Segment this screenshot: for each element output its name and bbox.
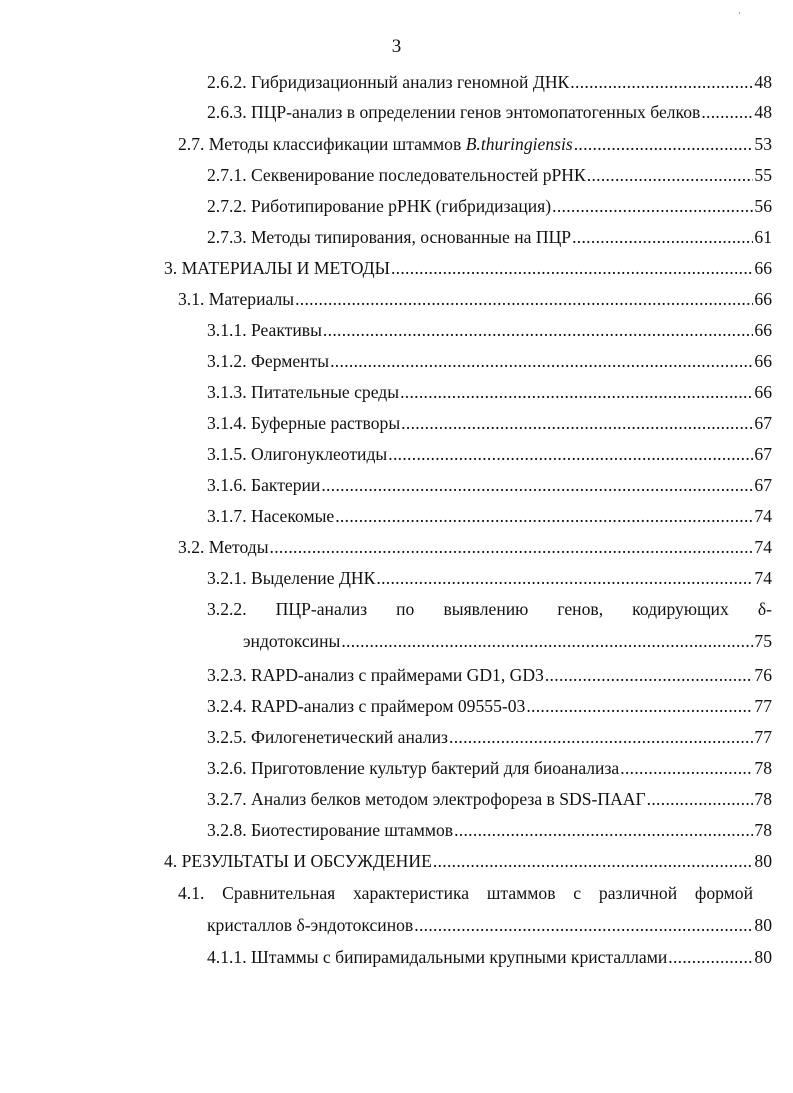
toc-entry-title: 3.2.2. ПЦР-анализ по выявлению генов, кодирующих δ- bbox=[207, 599, 772, 619]
toc-entry-2-7-3 bbox=[207, 221, 772, 253]
leader-dots bbox=[668, 941, 753, 973]
toc-entry-2-7-1 bbox=[207, 159, 772, 191]
corner-mark: · bbox=[738, 8, 741, 18]
toc-entry-page: 76 bbox=[754, 665, 772, 685]
toc-entry-3-2-5 bbox=[207, 721, 772, 753]
toc-entry-page: 78 bbox=[754, 789, 772, 809]
toc-entry-3-2-1 bbox=[207, 562, 772, 594]
leader-dots bbox=[330, 345, 753, 377]
toc-entry-title-continued: эндотоксины bbox=[243, 631, 341, 651]
toc-entry-title: 3.2.8. Биотестирование штаммов bbox=[207, 820, 454, 840]
toc-entry-title: 4. РЕЗУЛЬТАТЫ И ОБСУЖДЕНИЕ bbox=[164, 851, 432, 871]
toc-entry-page: 80 bbox=[754, 947, 772, 967]
leader-dots bbox=[647, 783, 754, 815]
toc-entry-4 bbox=[164, 845, 772, 877]
toc-entry-page: 78 bbox=[754, 820, 772, 840]
leader-dots bbox=[570, 66, 753, 98]
leader-dots bbox=[376, 562, 753, 594]
toc-entry-title: 3.2.4. RAPD-анализ с праймером 09555-03 bbox=[207, 696, 526, 716]
toc-entry-2-6-2 bbox=[207, 66, 772, 98]
leader-dots bbox=[414, 909, 753, 941]
toc-entry-title: 2.7.1. Секвенирование последовательностей рРНК bbox=[207, 165, 586, 185]
toc-entry-title bbox=[178, 128, 573, 160]
toc-entry-title: 3.2.5. Филогенетический анализ bbox=[207, 727, 449, 747]
toc-entry-2-6-3 bbox=[207, 96, 772, 128]
toc-entry-page: 66 bbox=[754, 258, 772, 278]
leader-dots bbox=[545, 659, 754, 691]
toc-entry-3-1 bbox=[178, 283, 772, 315]
toc-entry-3-2-7 bbox=[207, 783, 772, 815]
toc-entry-page: 74 bbox=[754, 537, 772, 557]
leader-dots bbox=[587, 159, 754, 191]
leader-dots bbox=[574, 128, 754, 160]
toc-entry-page: 78 bbox=[754, 758, 772, 778]
toc-entry-title: 3.1.6. Бактерии bbox=[207, 475, 321, 495]
toc-entry-3-1-2 bbox=[207, 345, 772, 377]
toc-entry-title: 4.1. Сравнительная характеристика штаммов с различной формой bbox=[178, 883, 753, 903]
toc-entry-page: 67 bbox=[754, 413, 772, 433]
leader-dots bbox=[335, 500, 753, 532]
leader-dots bbox=[323, 314, 753, 346]
toc-entry-title-text: 2.7. Методы классификации штаммов bbox=[178, 134, 466, 154]
toc-entry-page: 48 bbox=[754, 102, 772, 122]
toc-entry-title: 3.2.7. Анализ белков методом электрофореза в SDS-ПААГ bbox=[207, 789, 646, 809]
toc-entry-page: 80 bbox=[754, 851, 772, 871]
toc-entry-page: 53 bbox=[754, 134, 772, 154]
toc-entry-3-1-3 bbox=[207, 376, 772, 408]
toc-entry-3-1-5 bbox=[207, 438, 772, 470]
toc-entry-page: 75 bbox=[754, 631, 772, 651]
toc-entry-title: 3.2. Методы bbox=[178, 537, 269, 557]
toc-entry-title: 3.2.3. RAPD-анализ с праймерами GD1, GD3 bbox=[207, 665, 544, 685]
toc-entry-title: 3.1.5. Олигонуклеотиды bbox=[207, 444, 388, 464]
toc-entry-4-1-1 bbox=[207, 941, 772, 973]
toc-entry-title: 3.2.1. Выделение ДНК bbox=[207, 568, 376, 588]
toc-entry-title: 3.1.7. Насекомые bbox=[207, 506, 335, 526]
toc-entry-title: 2.7.2. Риботипирование рРНК (гибридизация) bbox=[207, 196, 552, 216]
toc-entry-page: 66 bbox=[754, 289, 772, 309]
toc-entry-page: 48 bbox=[754, 72, 772, 92]
toc-entry-4-1 bbox=[178, 877, 772, 941]
toc-entry-3 bbox=[164, 252, 772, 284]
leader-dots bbox=[388, 438, 753, 470]
toc-entry-page: 80 bbox=[754, 915, 772, 935]
toc-entry-page: 55 bbox=[754, 165, 772, 185]
leader-dots bbox=[572, 221, 753, 253]
toc-entry-page: 67 bbox=[754, 475, 772, 495]
toc-entry-title: 2.6.2. Гибридизационный анализ геномной ДНК bbox=[207, 72, 570, 92]
leader-dots bbox=[449, 721, 753, 753]
toc-entry-title: 3.1.3. Питательные среды bbox=[207, 382, 400, 402]
toc-entry-page: 77 bbox=[754, 696, 772, 716]
toc-entry-page: 56 bbox=[754, 196, 772, 216]
leader-dots bbox=[454, 814, 753, 846]
toc-entry-title: 3.1. Материалы bbox=[178, 289, 295, 309]
toc-entry-3-2-4 bbox=[207, 690, 772, 722]
leader-dots bbox=[270, 531, 754, 563]
leader-dots bbox=[401, 407, 753, 439]
leader-dots bbox=[701, 96, 753, 128]
toc-entry-title: 3.1.2. Ферменты bbox=[207, 351, 330, 371]
toc-entry-title: 3. МАТЕРИАЛЫ И МЕТОДЫ bbox=[164, 258, 390, 278]
toc-entry-title: 2.6.3. ПЦР-анализ в определении генов энтомопатогенных белков bbox=[207, 102, 701, 122]
leader-dots bbox=[620, 752, 753, 784]
toc-entry-page: 66 bbox=[754, 382, 772, 402]
page-number: 3 bbox=[391, 36, 402, 57]
toc-entry-page: 74 bbox=[754, 568, 772, 588]
toc-entry-page: 66 bbox=[754, 351, 772, 371]
toc-entry-page: 67 bbox=[754, 444, 772, 464]
species-name: B.thuringiensis bbox=[465, 134, 573, 154]
toc-entry-title: 3.2.6. Приготовление культур бактерий для биоанализа bbox=[207, 758, 620, 778]
leader-dots bbox=[552, 190, 753, 222]
toc-entry-3-1-1 bbox=[207, 314, 772, 346]
leader-dots bbox=[321, 469, 753, 501]
toc-entry-page: 77 bbox=[754, 727, 772, 747]
leader-dots bbox=[433, 845, 754, 877]
toc-entry-3-1-4 bbox=[207, 407, 772, 439]
toc-entry-page: 61 bbox=[754, 227, 772, 247]
leader-dots bbox=[526, 690, 753, 722]
toc-entry-2-7-2 bbox=[207, 190, 772, 222]
toc-entry-3-2-2 bbox=[207, 593, 772, 657]
leader-dots bbox=[295, 283, 753, 315]
toc-entry-title: 2.7.3. Методы типирования, основанные на ПЦР bbox=[207, 227, 572, 247]
toc-entry-3-2-8 bbox=[207, 814, 772, 846]
toc-entry-title: 3.1.4. Буферные растворы bbox=[207, 413, 401, 433]
toc-entry-page: 74 bbox=[754, 506, 772, 526]
toc-entry-title-continued: кристаллов δ-эндотоксинов bbox=[207, 915, 414, 935]
toc-entry-2-7 bbox=[178, 128, 772, 160]
toc-entry-title: 4.1.1. Штаммы с бипирамидальными крупными кристаллами bbox=[207, 947, 668, 967]
toc-entry-page: 66 bbox=[754, 320, 772, 340]
leader-dots bbox=[391, 252, 753, 284]
leader-dots bbox=[400, 376, 753, 408]
toc-entry-title: 3.1.1. Реактивы bbox=[207, 320, 322, 340]
toc-entry-3-2-6 bbox=[207, 752, 772, 784]
leader-dots bbox=[341, 625, 753, 657]
toc-entry-3-2 bbox=[178, 531, 772, 563]
toc-entry-3-1-7 bbox=[207, 500, 772, 532]
toc-entry-3-1-6 bbox=[207, 469, 772, 501]
toc-entry-3-2-3 bbox=[207, 659, 772, 691]
